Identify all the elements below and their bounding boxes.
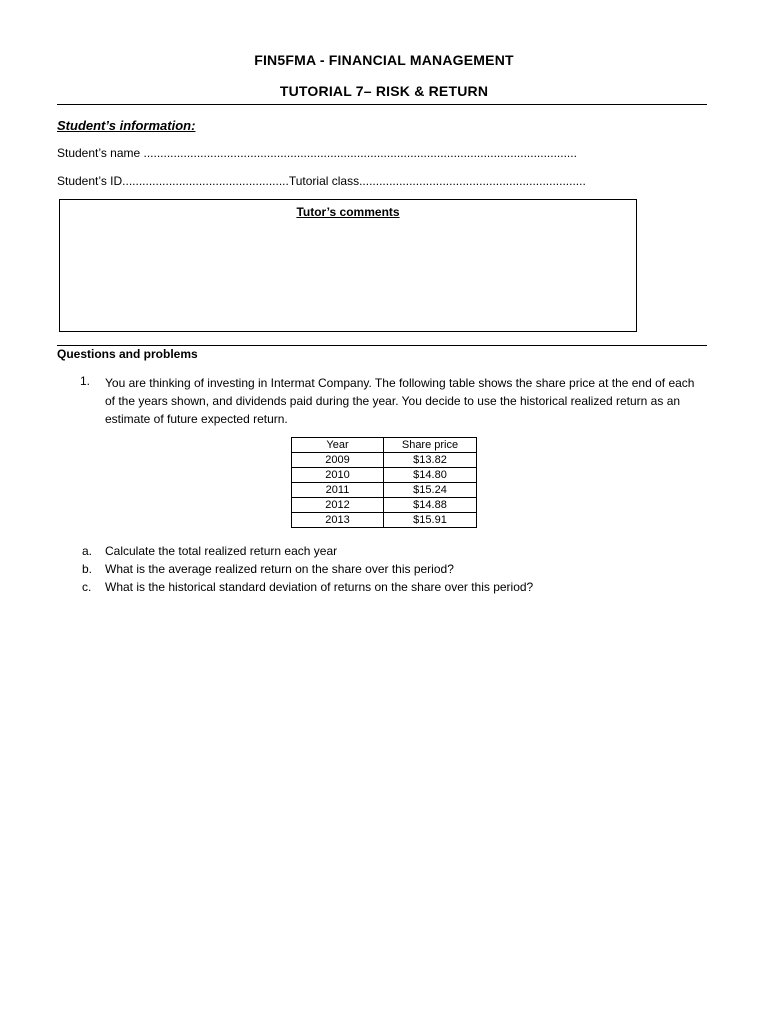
subquestion-text: What is the historical standard deviation of returns on the share over this period?: [105, 580, 534, 594]
subquestion-text: Calculate the total realized return each year: [105, 544, 338, 558]
tutor-comments-heading: Tutor’s comments: [296, 205, 400, 219]
course-title: FIN5FMA - FINANCIAL MANAGEMENT: [254, 52, 514, 68]
table-cell: 2013: [292, 513, 384, 528]
table-cell: $14.80: [384, 468, 477, 483]
questions-heading: Questions and problems: [57, 347, 198, 361]
table-row: [292, 453, 477, 468]
table-cell: 2009: [292, 453, 384, 468]
table-row: [292, 498, 477, 513]
question-text: You are thinking of investing in Intermat Company. The following table shows the share price at the end of each of the years shown, and dividends paid during the year. You decide to use the historical realized return as an estimate of future expected return.: [105, 376, 695, 426]
subquestion-text: What is the average realized return on the share over this period?: [105, 562, 454, 576]
table-cell: $14.88: [384, 498, 477, 513]
student-name-field: Student’s name ..................................................................................................................................: [57, 146, 577, 160]
subquestion-a: [82, 544, 337, 558]
header-divider: [57, 104, 707, 105]
table-cell: 2010: [292, 468, 384, 483]
table-row: [292, 483, 477, 498]
subquestion-b: [82, 562, 454, 576]
question-number: 1.: [80, 374, 91, 388]
table-cell: $13.82: [384, 453, 477, 468]
table-cell: 2011: [292, 483, 384, 498]
table-cell: 2012: [292, 498, 384, 513]
subquestion-letter: c.: [82, 580, 92, 594]
subquestion-letter: a.: [82, 544, 93, 558]
subquestion-letter: b.: [82, 562, 93, 576]
share-price-table: [291, 437, 477, 528]
table-cell: $15.24: [384, 483, 477, 498]
table-cell: $15.91: [384, 513, 477, 528]
table-header-cell: Share price: [384, 438, 477, 453]
student-info-heading: Student’s information:: [57, 118, 196, 133]
table-row: [292, 513, 477, 528]
section-divider: [57, 345, 707, 346]
table-header-row: [292, 438, 477, 453]
table-row: [292, 468, 477, 483]
student-id-field: Student’s ID..................................................Tutorial class....................................................................: [57, 174, 586, 188]
subquestion-c: [82, 580, 533, 594]
tutor-comments-box: [59, 199, 637, 332]
tutorial-title: TUTORIAL 7– RISK & RETURN: [279, 83, 489, 99]
table-header-cell: Year: [292, 438, 384, 453]
